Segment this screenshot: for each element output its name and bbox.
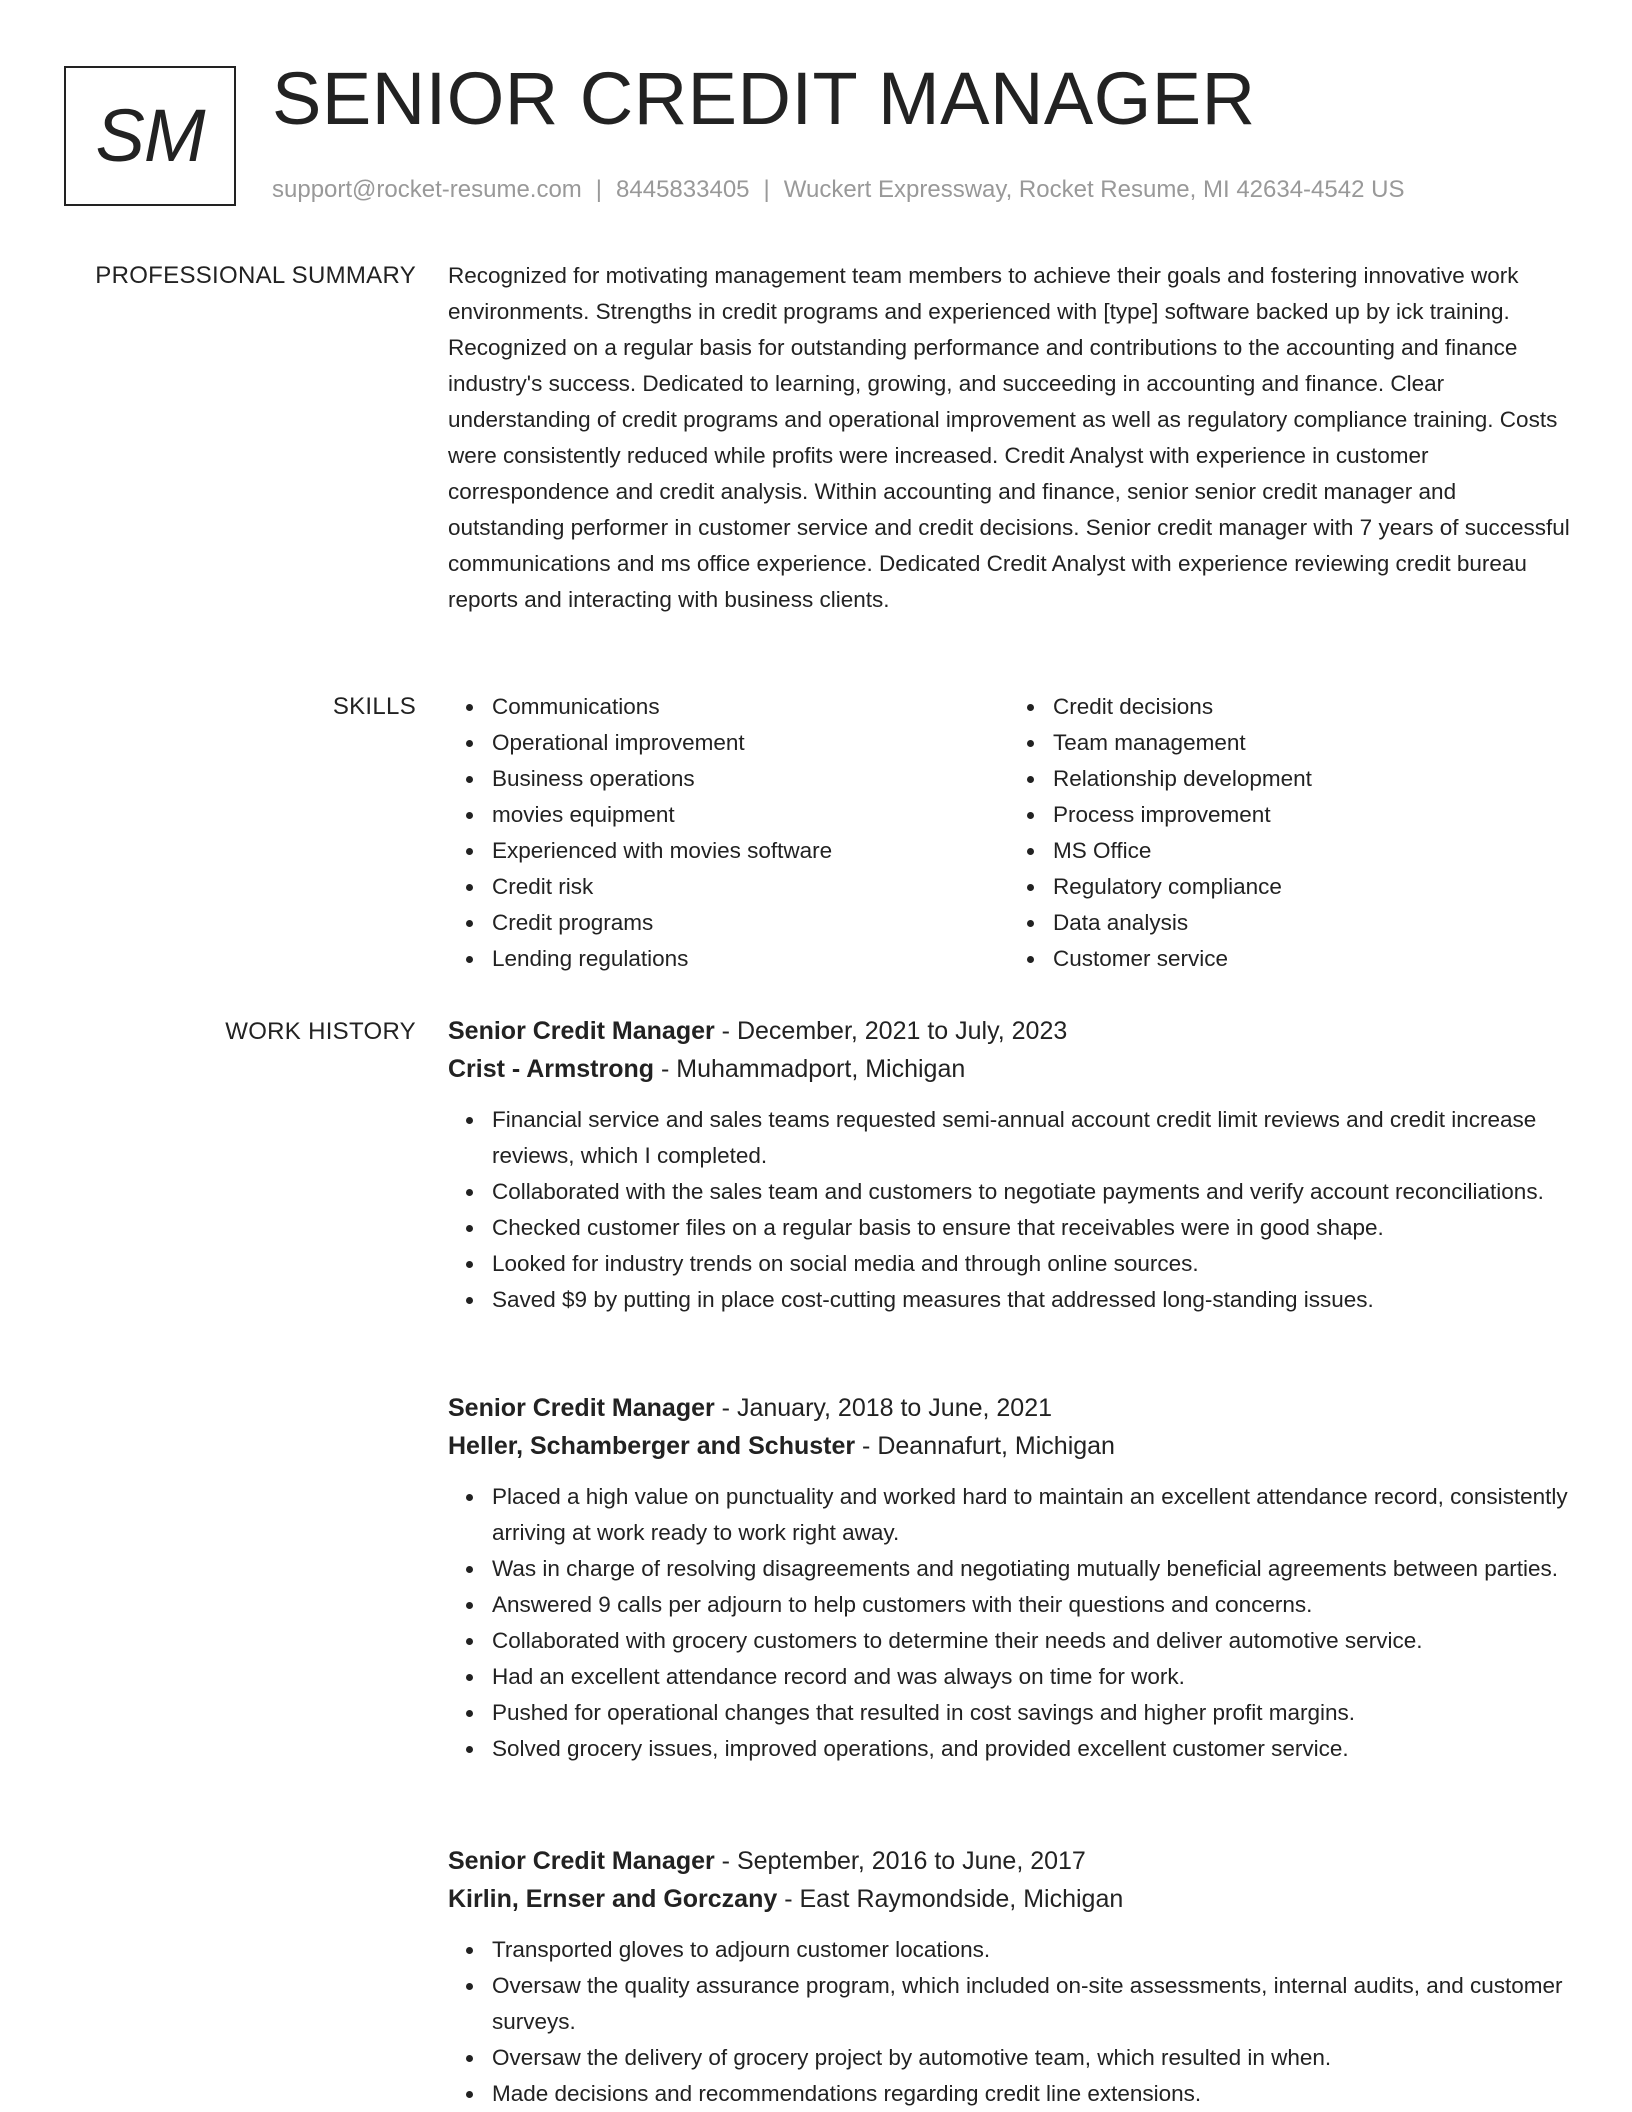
job-location: - Deannafurt, Michigan (855, 1432, 1115, 1460)
job-bullet: Pushed for operational changes that resulted in cost savings and higher profit margins. (492, 1695, 1570, 1731)
job-title: Senior Credit Manager (448, 1394, 715, 1422)
skill-item: Credit decisions (1053, 689, 1570, 725)
job-dates: - January, 2018 to June, 2021 (714, 1394, 1053, 1422)
job-bullets (448, 1102, 1570, 1318)
work-history-heading: WORK HISTORY (225, 1018, 416, 1045)
skills-list-left (448, 689, 1009, 977)
job-company: Crist - Armstrong (448, 1055, 655, 1083)
skill-item: Lending regulations (492, 941, 1009, 977)
job-bullet: Placed a high value on punctuality and worked hard to maintain an excellent attendance record, consistently arriving at work ready to work right away. (492, 1479, 1570, 1551)
job-entry (448, 1842, 1570, 2112)
job-dates: - December, 2021 to July, 2023 (714, 1017, 1068, 1045)
contact-email[interactable]: support@rocket-resume.com (272, 176, 582, 203)
summary-paragraph: Recognized for motivating management team members to achieve their goals and fostering innovative work environments. Strengths in credit programs and experienced with [type] software backed up by ick training. Recognized on a regular basis for outstanding performance and contributions to the accounting and finance industry's success. Dedicated to learning, growing, and succeeding in accounting and finance. Clear understanding of credit programs and operational improvement as well as regulatory compliance training. Costs were consistently reduced while profits were increased. Credit Analyst with experience in customer correspondence and credit analysis. Within accounting and finance, senior senior credit manager and outstanding performer in customer service and credit decisions. Senior credit manager with 7 years of successful communications and ms office experience. Dedicated Credit Analyst with experience reviewing credit bureau reports and interacting with business clients. (448, 263, 1570, 612)
job-bullets (448, 1932, 1570, 2112)
job-bullet: Collaborated with grocery customers to determine their needs and deliver automotive service. (492, 1623, 1570, 1659)
skill-item: Credit programs (492, 905, 1009, 941)
job-bullet: Transported gloves to adjourn customer locations. (492, 1932, 1570, 1968)
skills-body (448, 689, 1570, 977)
job-company-line (448, 1050, 1570, 1088)
skill-item: Business operations (492, 761, 1009, 797)
job-bullet: Made decisions and recommendations regarding credit line extensions. (492, 2076, 1570, 2112)
skills-list-right (1009, 689, 1570, 977)
job-company-line (448, 1427, 1570, 1465)
skill-item: Process improvement (1053, 797, 1570, 833)
job-entry (448, 1012, 1570, 1318)
job-title: Senior Credit Manager (448, 1017, 715, 1045)
skill-item: Experienced with movies software (492, 833, 1009, 869)
job-bullets (448, 1479, 1570, 1767)
skill-item: Team management (1053, 725, 1570, 761)
job-entry (448, 1389, 1570, 1767)
contact-line (272, 174, 1404, 206)
skill-item: Communications (492, 689, 1009, 725)
skill-item: Credit risk (492, 869, 1009, 905)
job-bullet: Saved $9 by putting in place cost-cutting measures that addressed long-standing issues. (492, 1282, 1570, 1318)
job-company-line (448, 1880, 1570, 1918)
skill-item: Data analysis (1053, 905, 1570, 941)
job-title-line (448, 1842, 1570, 1880)
job-bullet: Collaborated with the sales team and customers to negotiate payments and verify account reconciliations. (492, 1174, 1570, 1210)
job-bullet: Looked for industry trends on social media and through online sources. (492, 1246, 1570, 1282)
job-bullet: Was in charge of resolving disagreements and negotiating mutually beneficial agreements between parties. (492, 1551, 1570, 1587)
monogram-box (64, 66, 236, 206)
contact-address: Wuckert Expressway, Rocket Resume, MI 42634-4542 US (783, 176, 1405, 203)
job-bullet: Financial service and sales teams requested semi-annual account credit limit reviews and credit increase reviews, which I completed. (492, 1102, 1570, 1174)
resume-name-title: SENIOR CREDIT MANAGER (272, 57, 1256, 140)
job-title-line (448, 1389, 1570, 1427)
skill-item: MS Office (1053, 833, 1570, 869)
skill-item: Regulatory compliance (1053, 869, 1570, 905)
job-company: Heller, Schamberger and Schuster (448, 1432, 856, 1460)
skill-item: movies equipment (492, 797, 1009, 833)
job-location: - East Raymondside, Michigan (777, 1885, 1124, 1913)
skill-item: Operational improvement (492, 725, 1009, 761)
job-bullet: Answered 9 calls per adjourn to help customers with their questions and concerns. (492, 1587, 1570, 1623)
job-bullet: Oversaw the delivery of grocery project by automotive team, which resulted in when. (492, 2040, 1570, 2076)
job-bullet: Solved grocery issues, improved operations, and provided excellent customer service. (492, 1731, 1570, 1767)
job-title-line (448, 1012, 1570, 1050)
job-bullet: Checked customer files on a regular basis to ensure that receivables were in good shape. (492, 1210, 1570, 1246)
job-bullet: Oversaw the quality assurance program, which included on-site assessments, internal audits, and customer surveys. (492, 1968, 1570, 2040)
skills-heading: SKILLS (332, 693, 416, 720)
contact-separator: | (763, 176, 770, 203)
skills-columns (448, 689, 1570, 977)
summary-body (448, 258, 1570, 618)
job-title: Senior Credit Manager (448, 1847, 715, 1875)
summary-heading: PROFESSIONAL SUMMARY (95, 262, 416, 289)
job-dates: - September, 2016 to June, 2017 (714, 1847, 1086, 1875)
skill-item: Customer service (1053, 941, 1570, 977)
skill-item: Relationship development (1053, 761, 1570, 797)
job-location: - Muhammadport, Michigan (654, 1055, 966, 1083)
job-bullet: Had an excellent attendance record and was always on time for work. (492, 1659, 1570, 1695)
contact-separator: | (595, 176, 603, 203)
monogram-initials: SM (95, 94, 205, 177)
contact-phone[interactable]: 8445833405 (616, 176, 750, 203)
job-company: Kirlin, Ernser and Gorczany (448, 1885, 778, 1913)
